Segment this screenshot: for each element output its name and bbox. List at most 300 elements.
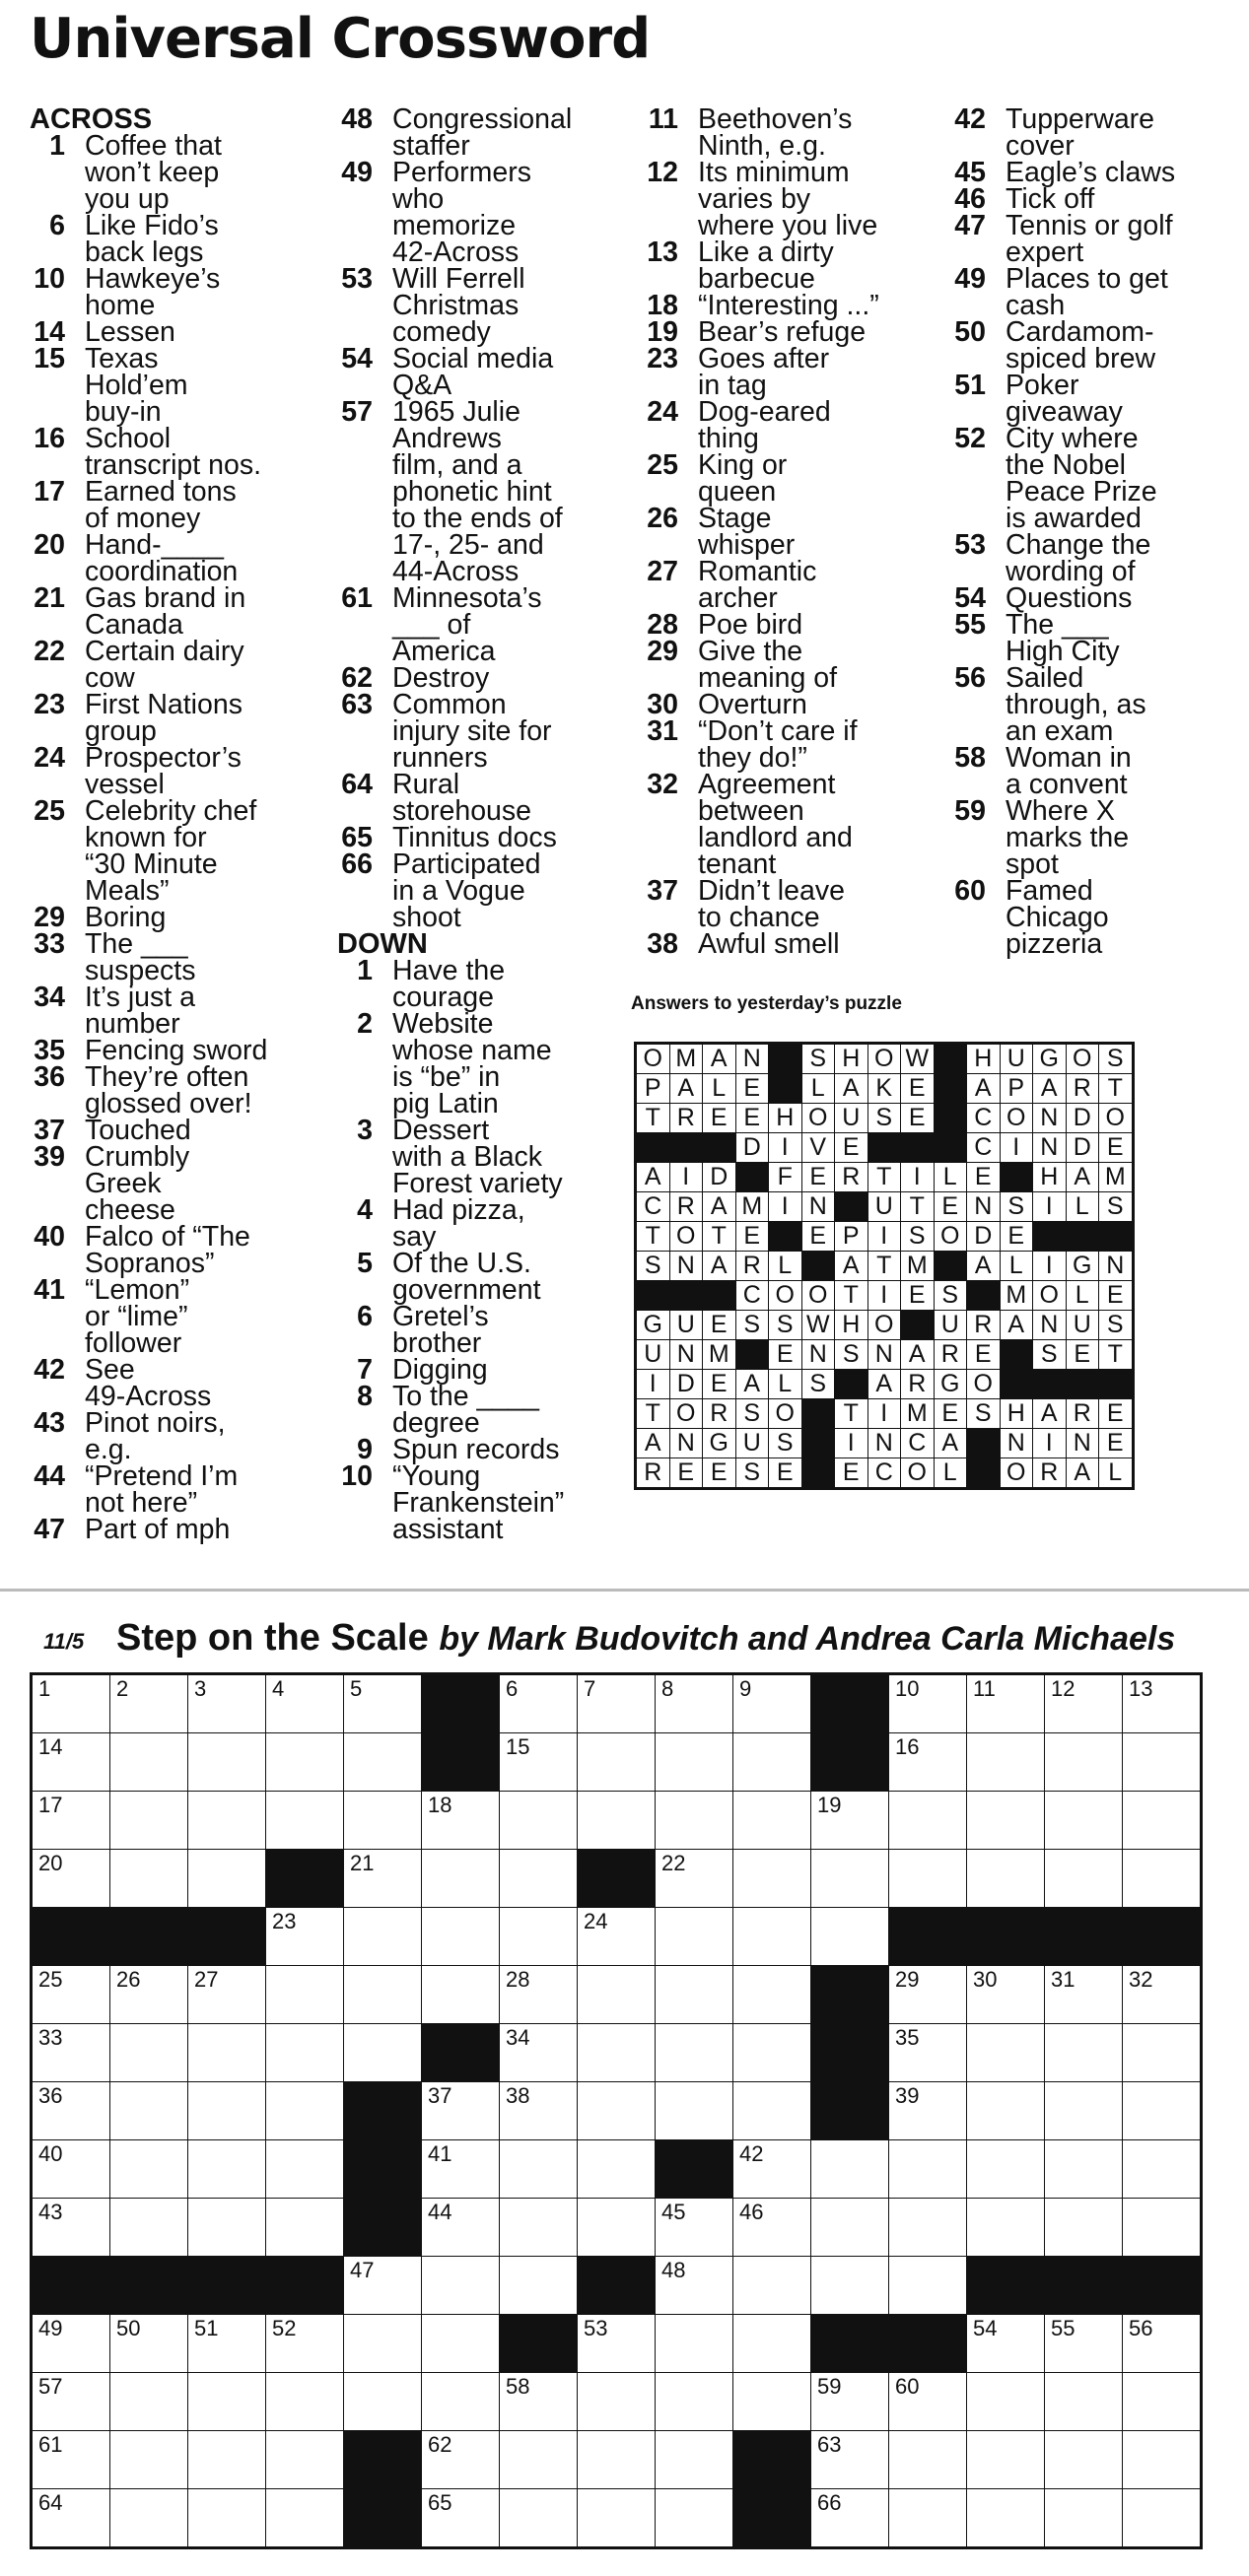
grid-cell[interactable] <box>344 1850 422 1908</box>
grid-cell[interactable] <box>32 2431 110 2489</box>
grid-cell[interactable] <box>578 2315 656 2373</box>
grid-cell[interactable] <box>967 2140 1045 2199</box>
grid-cell[interactable] <box>188 1733 266 1792</box>
grid-cell[interactable] <box>110 2082 188 2140</box>
grid-cell[interactable] <box>967 2082 1045 2140</box>
clue-item <box>337 157 615 268</box>
clue-number: 19 <box>647 316 678 348</box>
grid-cell[interactable] <box>344 1966 422 2024</box>
grid-cell[interactable] <box>1123 2315 1202 2373</box>
grid-black-square <box>811 2024 889 2082</box>
grid-cell[interactable] <box>32 2082 110 2140</box>
grid-cell[interactable] <box>1045 2024 1123 2082</box>
clue-number: 47 <box>34 1514 65 1545</box>
grid-cell[interactable] <box>967 2431 1045 2489</box>
grid-cell[interactable] <box>656 1908 733 1966</box>
clue-text-line: Crumbly <box>85 1141 190 1173</box>
answer-letter-cell: E <box>735 1104 769 1133</box>
grid-cell[interactable] <box>344 1908 422 1966</box>
answer-letter-cell: R <box>835 1163 868 1192</box>
grid-cell[interactable] <box>733 1733 811 1792</box>
grid-cell[interactable] <box>422 1792 500 1850</box>
grid-cell[interactable] <box>32 1674 110 1733</box>
grid-cell[interactable] <box>1123 2082 1202 2140</box>
clue-text-line: Dog-eared <box>698 396 831 428</box>
grid-cell[interactable] <box>32 1792 110 1850</box>
clue-item <box>337 848 615 933</box>
grid-cell[interactable] <box>578 1733 656 1792</box>
clue-number: 28 <box>647 609 678 641</box>
grid-cell[interactable] <box>188 2082 266 2140</box>
grid-black-square <box>422 1674 500 1733</box>
grid-cell[interactable] <box>1045 2431 1123 2489</box>
grid-cell[interactable] <box>422 2199 500 2257</box>
grid-cell[interactable] <box>344 2257 422 2315</box>
clue-text-line: Tennis or golf <box>1006 210 1173 241</box>
cell-number: 14 <box>38 1734 63 1759</box>
grid-row <box>32 2199 1202 2257</box>
clue-item <box>950 609 1236 667</box>
clue-text-line: Texas <box>85 343 159 374</box>
cell-number: 55 <box>1051 2316 1076 2340</box>
grid-cell[interactable] <box>733 2024 811 2082</box>
clue-item <box>643 239 921 293</box>
grid-cell[interactable] <box>188 1674 266 1733</box>
grid-cell[interactable] <box>733 2257 811 2315</box>
clue-text-line: expert <box>1006 237 1084 268</box>
grid-cell[interactable] <box>422 2489 500 2548</box>
answer-row <box>636 1104 1134 1133</box>
answer-letter-cell: I <box>1000 1133 1033 1163</box>
cell-number: 50 <box>116 2316 141 2340</box>
clue-number: 41 <box>34 1274 65 1306</box>
grid-cell[interactable] <box>1045 1674 1123 1733</box>
grid-cell[interactable] <box>967 2489 1045 2548</box>
answer-letter-cell: N <box>669 1429 703 1458</box>
grid-cell[interactable] <box>733 1908 811 1966</box>
grid-cell[interactable] <box>1123 1792 1202 1850</box>
grid-cell[interactable] <box>733 2082 811 2140</box>
grid-cell[interactable] <box>266 1674 344 1733</box>
grid-cell[interactable] <box>266 1733 344 1792</box>
grid-cell[interactable] <box>1045 2082 1123 2140</box>
grid-cell[interactable] <box>578 2431 656 2489</box>
clue-text-line: with a Black <box>392 1141 543 1173</box>
grid-cell[interactable] <box>188 2199 266 2257</box>
grid-black-square <box>344 2199 422 2257</box>
grid-cell[interactable] <box>889 1674 967 1733</box>
grid-cell[interactable] <box>889 2024 967 2082</box>
clue-text-line: Sailed <box>1006 662 1084 694</box>
grid-cell[interactable] <box>188 1792 266 1850</box>
grid-cell[interactable] <box>811 2373 889 2431</box>
grid-cell[interactable] <box>967 1733 1045 1792</box>
puzzle-authors: by Mark Budovitch and Andrea Carla Michaels <box>439 1620 1176 1658</box>
grid-cell[interactable] <box>1123 1850 1202 1908</box>
grid-cell[interactable] <box>500 1733 578 1792</box>
grid-cell[interactable] <box>889 2489 967 2548</box>
clue-item <box>643 396 921 454</box>
grid-cell[interactable] <box>266 2024 344 2082</box>
answer-letter-cell: S <box>934 1281 967 1311</box>
grid-cell[interactable] <box>110 2373 188 2431</box>
clue-text-line: meaning of <box>698 662 838 694</box>
grid-cell[interactable] <box>656 1792 733 1850</box>
grid-cell[interactable] <box>578 2024 656 2082</box>
grid-row <box>32 2489 1202 2548</box>
grid-cell[interactable] <box>578 1966 656 2024</box>
answer-letter-cell: N <box>867 1340 901 1370</box>
crossword-grid <box>30 1672 1203 2549</box>
clue-item <box>30 1407 320 1465</box>
grid-cell[interactable] <box>266 2373 344 2431</box>
clue-text-line: vessel <box>85 769 165 800</box>
answer-letter-cell: O <box>801 1104 835 1133</box>
clue-text-line: spiced brew <box>1006 343 1156 374</box>
answer-letter-cell: C <box>967 1104 1001 1133</box>
grid-cell[interactable] <box>1045 2315 1123 2373</box>
clue-text-line: home <box>85 290 156 321</box>
grid-cell[interactable] <box>811 2257 889 2315</box>
grid-cell[interactable] <box>266 1908 344 1966</box>
clue-text-line: you up <box>85 183 170 215</box>
grid-cell[interactable] <box>967 2373 1045 2431</box>
grid-cell[interactable] <box>1045 1850 1123 1908</box>
grid-cell[interactable] <box>578 2140 656 2199</box>
grid-cell[interactable] <box>500 2199 578 2257</box>
grid-cell[interactable] <box>1045 1792 1123 1850</box>
grid-cell[interactable] <box>422 1908 500 1966</box>
grid-cell[interactable] <box>344 1733 422 1792</box>
grid-cell[interactable] <box>967 2024 1045 2082</box>
clue-number: 53 <box>341 263 373 295</box>
answer-black-cell <box>901 1311 935 1340</box>
grid-cell[interactable] <box>422 1966 500 2024</box>
grid-cell[interactable] <box>811 1792 889 1850</box>
grid-cell[interactable] <box>733 1792 811 1850</box>
grid-cell[interactable] <box>656 2024 733 2082</box>
cell-number: 21 <box>350 1851 375 1875</box>
clue-item <box>643 103 921 162</box>
clue-number: 25 <box>34 795 65 827</box>
grid-cell[interactable] <box>656 2489 733 2548</box>
grid-cell[interactable] <box>578 2199 656 2257</box>
grid-cell[interactable] <box>967 1966 1045 2024</box>
answer-letter-cell: S <box>769 1429 802 1458</box>
grid-cell[interactable] <box>733 1966 811 2024</box>
grid-cell[interactable] <box>811 2140 889 2199</box>
grid-cell[interactable] <box>1123 2431 1202 2489</box>
grid-cell[interactable] <box>344 2373 422 2431</box>
grid-cell[interactable] <box>733 2140 811 2199</box>
grid-cell[interactable] <box>188 1850 266 1908</box>
clue-number: 64 <box>341 769 373 800</box>
answers-title: Answers to yesterday’s puzzle <box>631 993 902 1014</box>
grid-cell[interactable] <box>188 2431 266 2489</box>
grid-cell[interactable] <box>656 2199 733 2257</box>
grid-cell[interactable] <box>188 2489 266 2548</box>
grid-cell[interactable] <box>1123 2199 1202 2257</box>
clue-text-line: is awarded <box>1006 503 1142 534</box>
grid-cell[interactable] <box>578 1792 656 1850</box>
grid-cell[interactable] <box>1123 2373 1202 2431</box>
clue-text-line: Prospector’s <box>85 742 242 774</box>
clue-number: 55 <box>954 609 986 641</box>
grid-cell[interactable] <box>967 1674 1045 1733</box>
clue-item <box>30 1460 320 1519</box>
grid-cell[interactable] <box>1123 1733 1202 1792</box>
grid-cell[interactable] <box>656 2373 733 2431</box>
grid-cell[interactable] <box>110 2315 188 2373</box>
grid-cell[interactable] <box>266 2199 344 2257</box>
clue-number: 20 <box>34 529 65 561</box>
grid-cell[interactable] <box>422 2431 500 2489</box>
grid-cell[interactable] <box>500 1674 578 1733</box>
grid-cell[interactable] <box>811 2431 889 2489</box>
clue-text-line: Gretel’s <box>392 1301 489 1332</box>
cell-number: 54 <box>973 2316 998 2340</box>
answer-letter-cell: R <box>934 1340 967 1370</box>
grid-cell[interactable] <box>811 2199 889 2257</box>
grid-cell[interactable] <box>889 2257 967 2315</box>
clue-number: 54 <box>954 582 986 614</box>
grid-cell[interactable] <box>656 1850 733 1908</box>
grid-cell[interactable] <box>1123 1966 1202 2024</box>
grid-cell[interactable] <box>110 1792 188 1850</box>
answer-letter-cell: H <box>835 1044 868 1074</box>
grid-cell[interactable] <box>110 1850 188 1908</box>
grid-cell[interactable] <box>578 1908 656 1966</box>
grid-cell[interactable] <box>266 1966 344 2024</box>
grid-cell[interactable] <box>578 2082 656 2140</box>
across-header: ACROSS <box>30 103 153 135</box>
grid-cell[interactable] <box>733 2315 811 2373</box>
answer-black-cell <box>703 1281 736 1311</box>
grid-cell[interactable] <box>656 2315 733 2373</box>
grid-cell[interactable] <box>656 2431 733 2489</box>
grid-cell[interactable] <box>889 2373 967 2431</box>
clue-item <box>30 476 320 534</box>
grid-row <box>32 2315 1202 2373</box>
clue-number: 8 <box>357 1381 373 1412</box>
clue-text-line: Andrews <box>392 423 502 454</box>
grid-cell[interactable] <box>422 2315 500 2373</box>
clue-text-line: who <box>392 183 445 215</box>
grid-cell[interactable] <box>889 1850 967 1908</box>
grid-cell[interactable] <box>656 1674 733 1733</box>
clue-number: 7 <box>357 1354 373 1386</box>
grid-cell[interactable] <box>1123 2489 1202 2548</box>
grid-cell[interactable] <box>1045 2373 1123 2431</box>
clue-number: 15 <box>34 343 65 374</box>
grid-cell[interactable] <box>500 1908 578 1966</box>
grid-cell[interactable] <box>500 2024 578 2082</box>
grid-cell[interactable] <box>500 2431 578 2489</box>
clue-number: 58 <box>954 742 986 774</box>
grid-cell[interactable] <box>1045 2199 1123 2257</box>
clue-text-line: coordination <box>85 556 239 587</box>
clue-number: 30 <box>647 689 678 720</box>
grid-cell[interactable] <box>32 2489 110 2548</box>
grid-cell[interactable] <box>188 2140 266 2199</box>
grid-cell[interactable] <box>1045 1966 1123 2024</box>
grid-cell[interactable] <box>733 2373 811 2431</box>
clue-text-line: “Interesting ...” <box>698 290 879 321</box>
clue-text-line: Gas brand in <box>85 582 246 614</box>
grid-cell[interactable] <box>110 1733 188 1792</box>
grid-cell[interactable] <box>889 2431 967 2489</box>
grid-cell[interactable] <box>1123 2140 1202 2199</box>
grid-cell[interactable] <box>967 1850 1045 1908</box>
clue-text-line: Tick off <box>1006 183 1095 215</box>
clue-item <box>30 1141 320 1226</box>
grid-cell[interactable] <box>578 1674 656 1733</box>
clue-number: 32 <box>647 769 678 800</box>
cell-number: 18 <box>428 1793 452 1817</box>
cell-number: 63 <box>817 2432 842 2457</box>
grid-cell[interactable] <box>344 1792 422 1850</box>
grid-cell[interactable] <box>889 1733 967 1792</box>
clue-text-line: Canada <box>85 609 183 641</box>
cell-number: 26 <box>116 1967 141 1992</box>
grid-cell[interactable] <box>500 2082 578 2140</box>
answer-letter-cell: O <box>801 1281 835 1311</box>
grid-cell[interactable] <box>1045 2489 1123 2548</box>
clue-text-line: queen <box>698 476 777 508</box>
grid-cell[interactable] <box>967 2199 1045 2257</box>
grid-cell[interactable] <box>733 2199 811 2257</box>
grid-cell[interactable] <box>500 2489 578 2548</box>
grid-cell[interactable] <box>32 1733 110 1792</box>
clue-text-line: where you live <box>698 210 878 241</box>
grid-cell[interactable] <box>1045 1733 1123 1792</box>
grid-row <box>32 1908 1202 1966</box>
grid-cell[interactable] <box>266 1792 344 1850</box>
grid-cell[interactable] <box>266 2431 344 2489</box>
grid-cell[interactable] <box>889 2082 967 2140</box>
grid-cell[interactable] <box>32 2199 110 2257</box>
grid-cell[interactable] <box>344 2024 422 2082</box>
grid-cell[interactable] <box>811 2489 889 2548</box>
grid-cell[interactable] <box>110 2431 188 2489</box>
grid-cell[interactable] <box>32 2373 110 2431</box>
grid-cell[interactable] <box>578 2373 656 2431</box>
answer-letter-cell: H <box>1033 1163 1067 1192</box>
clue-number: 50 <box>954 316 986 348</box>
grid-cell[interactable] <box>32 2024 110 2082</box>
answer-letter-cell: E <box>769 1458 802 1489</box>
grid-cell[interactable] <box>32 1850 110 1908</box>
grid-cell[interactable] <box>344 2315 422 2373</box>
grid-cell[interactable] <box>1045 2140 1123 2199</box>
grid-black-square <box>188 2257 266 2315</box>
cell-number: 8 <box>661 1676 674 1701</box>
grid-cell[interactable] <box>889 2199 967 2257</box>
grid-cell[interactable] <box>500 2140 578 2199</box>
grid-cell[interactable] <box>188 2024 266 2082</box>
down-header: DOWN <box>337 928 428 960</box>
grid-cell[interactable] <box>110 2199 188 2257</box>
clue-text-line: Forest variety <box>392 1168 563 1199</box>
grid-cell[interactable] <box>811 1908 889 1966</box>
grid-cell[interactable] <box>32 2315 110 2373</box>
grid-cell[interactable] <box>188 2373 266 2431</box>
grid-cell[interactable] <box>500 2373 578 2431</box>
grid-black-square <box>422 1733 500 1792</box>
clue-item <box>950 742 1236 800</box>
grid-cell[interactable] <box>188 2315 266 2373</box>
clue-item <box>30 1221 320 1279</box>
grid-cell[interactable] <box>889 1966 967 2024</box>
cell-number: 28 <box>506 1967 530 1992</box>
grid-cell[interactable] <box>967 2315 1045 2373</box>
grid-cell[interactable] <box>110 2140 188 2199</box>
answer-letter-cell: E <box>967 1340 1001 1370</box>
grid-cell[interactable] <box>110 2489 188 2548</box>
cell-number: 12 <box>1051 1676 1076 1701</box>
answer-letter-cell: L <box>1066 1192 1099 1222</box>
grid-cell[interactable] <box>422 2082 500 2140</box>
grid-cell[interactable] <box>500 1850 578 1908</box>
clue-text-line: Participated <box>392 848 541 880</box>
clue-text-line: Beethoven’s <box>698 103 853 135</box>
clue-number: 31 <box>647 715 678 747</box>
grid-cell[interactable] <box>889 1792 967 1850</box>
grid-cell[interactable] <box>656 1733 733 1792</box>
grid-cell[interactable] <box>500 1792 578 1850</box>
grid-cell[interactable] <box>266 2489 344 2548</box>
grid-cell[interactable] <box>733 1850 811 1908</box>
grid-cell[interactable] <box>889 2140 967 2199</box>
answer-letter-cell: U <box>1000 1044 1033 1074</box>
clue-number: 49 <box>954 263 986 295</box>
grid-cell[interactable] <box>733 1674 811 1733</box>
answer-letter-cell: R <box>669 1192 703 1222</box>
grid-cell[interactable] <box>266 2140 344 2199</box>
grid-cell[interactable] <box>110 2024 188 2082</box>
grid-cell[interactable] <box>1123 2024 1202 2082</box>
grid-cell[interactable] <box>422 1850 500 1908</box>
grid-cell[interactable] <box>110 1966 188 2024</box>
grid-cell[interactable] <box>811 1850 889 1908</box>
grid-cell[interactable] <box>32 1966 110 2024</box>
cell-number: 51 <box>194 2316 219 2340</box>
grid-cell[interactable] <box>578 2489 656 2548</box>
grid-cell[interactable] <box>188 1966 266 2024</box>
grid-cell[interactable] <box>422 2373 500 2431</box>
grid-cell[interactable] <box>266 2315 344 2373</box>
grid-cell[interactable] <box>967 1792 1045 1850</box>
clue-item <box>950 103 1236 162</box>
cell-number: 24 <box>584 1909 608 1933</box>
answer-letter-cell: H <box>769 1104 802 1133</box>
clue-number: 29 <box>647 636 678 667</box>
grid-cell[interactable] <box>656 2082 733 2140</box>
grid-cell[interactable] <box>266 2082 344 2140</box>
answer-letter-cell: I <box>1033 1429 1067 1458</box>
grid-cell[interactable] <box>110 1674 188 1733</box>
grid-cell[interactable] <box>500 2257 578 2315</box>
grid-cell[interactable] <box>344 1674 422 1733</box>
grid-cell[interactable] <box>1123 1674 1202 1733</box>
grid-cell[interactable] <box>422 2140 500 2199</box>
grid-cell[interactable] <box>32 2140 110 2199</box>
grid-cell[interactable] <box>422 2257 500 2315</box>
clue-text-line: e.g. <box>85 1434 132 1465</box>
grid-cell[interactable] <box>500 1966 578 2024</box>
grid-cell[interactable] <box>656 2257 733 2315</box>
grid-cell[interactable] <box>656 1966 733 2024</box>
